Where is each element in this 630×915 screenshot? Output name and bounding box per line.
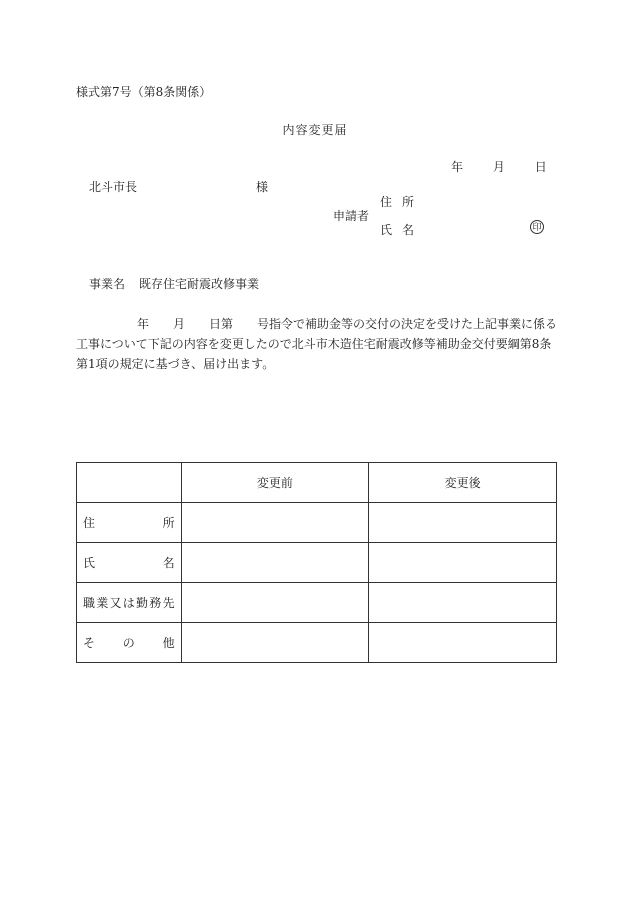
- address-after-cell[interactable]: [369, 503, 557, 543]
- table-row: [77, 503, 557, 543]
- table-row: [77, 583, 557, 623]
- table-row: [77, 543, 557, 583]
- row-label-other: その他: [77, 623, 182, 663]
- name-before-cell[interactable]: [181, 543, 369, 583]
- project-name: 既存住宅耐震改修事業: [139, 277, 260, 291]
- date-month: 月: [492, 160, 505, 174]
- table-header-after: 変更後: [369, 463, 557, 503]
- row-label-name: 氏名: [77, 543, 182, 583]
- name-after-cell[interactable]: [369, 543, 557, 583]
- other-before-cell[interactable]: [181, 623, 369, 663]
- address-label: 住所: [380, 195, 425, 209]
- row-label-occupation: 職業又は勤務先: [77, 583, 182, 623]
- table-row: [77, 623, 557, 663]
- addressee-honorific: 様: [256, 180, 269, 194]
- occupation-before-cell[interactable]: [181, 583, 369, 623]
- project-line: [89, 277, 259, 291]
- project-label: 事業名: [89, 277, 126, 291]
- name-label: 氏名: [380, 223, 425, 237]
- date-day: 日: [534, 160, 547, 174]
- body-line-3: 第1項の規定に基づき、届け出ます。: [76, 357, 275, 371]
- table-header-before: 変更前: [181, 463, 369, 503]
- other-after-cell[interactable]: [369, 623, 557, 663]
- body-text: [76, 314, 556, 374]
- body-line-1: 年 月 日第 号指令で補助金等の交付の決定を受けた上記事業に係る: [137, 317, 558, 331]
- addressee-name: 北斗市長: [89, 180, 138, 194]
- row-label-address: 住所: [77, 503, 182, 543]
- seal-mark: 印: [530, 220, 544, 234]
- document-title: 内容変更届: [282, 123, 348, 137]
- table-header-row: [77, 463, 557, 503]
- form-number: 様式第7号（第8条関係）: [76, 85, 212, 99]
- body-line-2: 工事について下記の内容を変更したので北斗市木造住宅耐震改修等補助金交付要綱第8条: [76, 337, 552, 351]
- table-header-blank: [77, 463, 182, 503]
- date-year: 年: [451, 160, 464, 174]
- change-table: [76, 462, 557, 663]
- applicant-label: 申請者: [333, 209, 370, 223]
- address-before-cell[interactable]: [181, 503, 369, 543]
- occupation-after-cell[interactable]: [369, 583, 557, 623]
- date-line: [451, 160, 547, 174]
